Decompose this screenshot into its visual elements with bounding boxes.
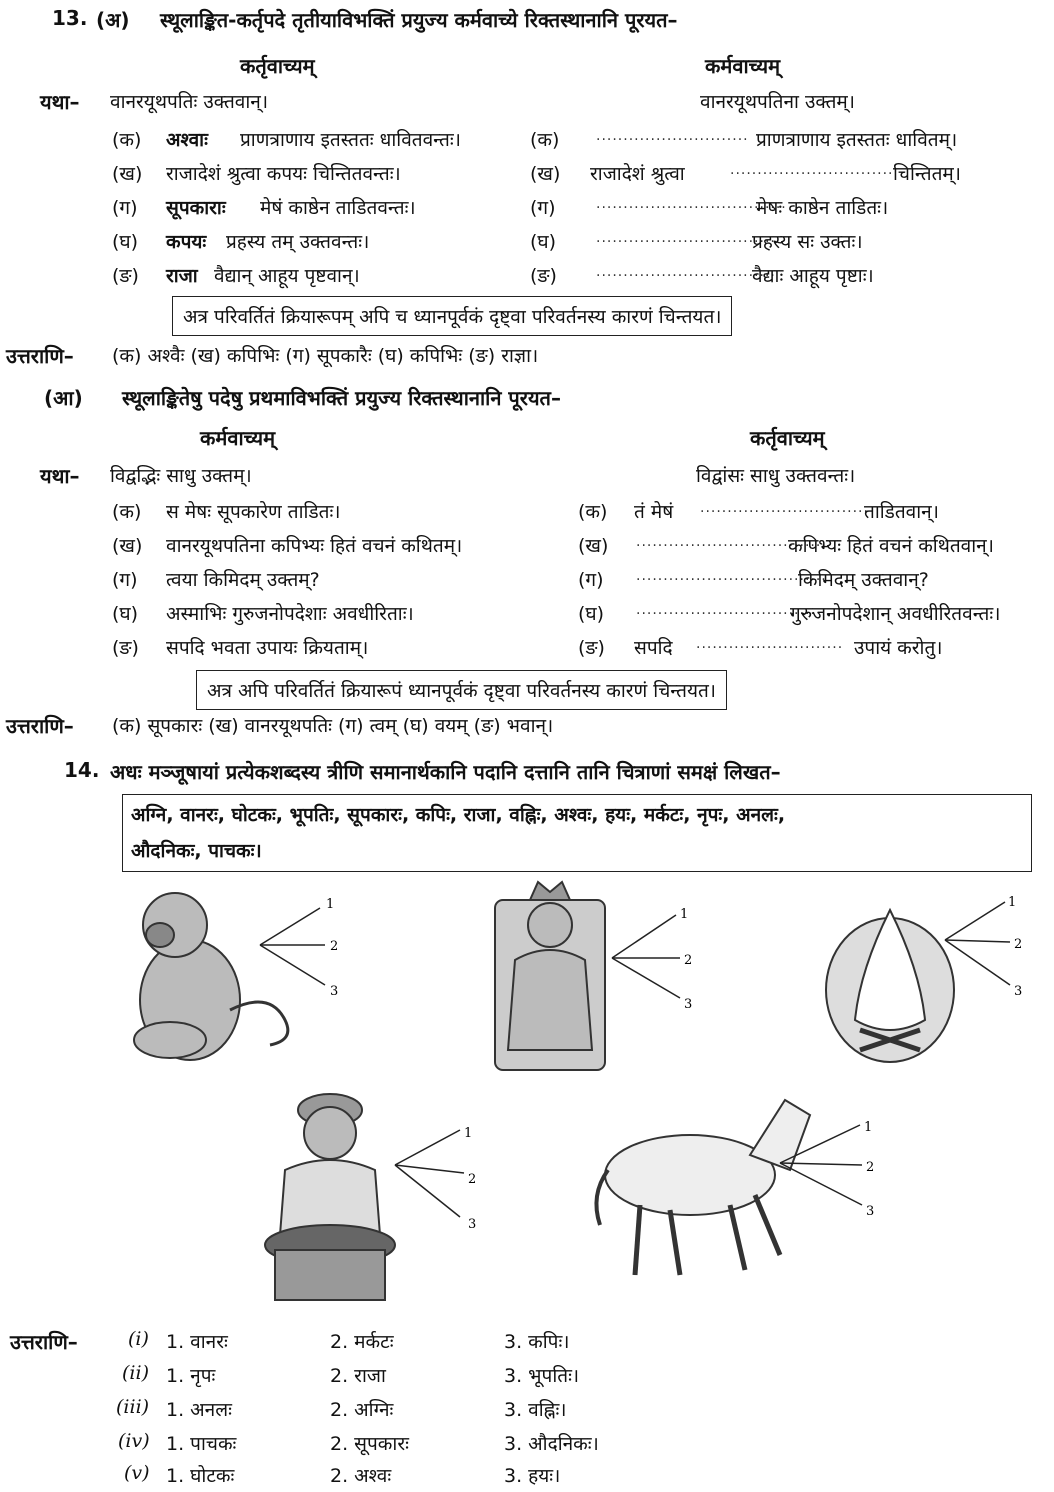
a-row-text-left: प्राणत्राणाय इतस्ततः धावितवन्तः। bbox=[240, 129, 461, 151]
a-row-label-right: (ख) bbox=[530, 163, 561, 185]
pointer-label: 3 bbox=[1014, 984, 1023, 999]
answer-word-2: 2. सूपकारः bbox=[330, 1433, 409, 1455]
blank-dots: ................................... bbox=[596, 196, 787, 212]
aa-answers: (क) सूपकारः (ख) वानरयूथपतिः (ग) त्वम् (घ) वयम् (ङ) भवान्। bbox=[112, 715, 554, 737]
pointer-label: 1 bbox=[1008, 895, 1017, 910]
a-row-label-left: (ग) bbox=[112, 197, 138, 219]
aa-row-label-right: (क) bbox=[578, 501, 608, 523]
pointer-label: 1 bbox=[864, 1120, 873, 1135]
a-row-bold-word: सूपकाराः bbox=[166, 197, 226, 219]
pointer-lines bbox=[395, 1130, 464, 1217]
aa-row-label-right: (घ) bbox=[578, 603, 605, 625]
fire-picture bbox=[820, 880, 1040, 1080]
answer-word-2: 2. मर्कटः bbox=[330, 1331, 394, 1353]
aa-row-text-right: ताडितवान्। bbox=[864, 501, 939, 523]
example-right: वानरयूथपतिना उक्तम्। bbox=[700, 91, 856, 113]
blank-dots: ................................... bbox=[636, 568, 827, 584]
blank-dots: ................................. bbox=[596, 230, 776, 246]
answer-word-1: 1. नृपः bbox=[166, 1365, 216, 1387]
answer-word-3: 3. हयः। bbox=[504, 1465, 561, 1487]
a-row-text-right: प्रहस्य सः उक्तः। bbox=[752, 231, 863, 253]
answer-word-3: 3. भूपतिः। bbox=[504, 1365, 580, 1387]
q13-aa-instruction: स्थूलाङ्कितेषु पदेषु प्रथमाविभक्तिं प्रयुज्य रिक्तस्थानानि पूरयत– bbox=[122, 386, 561, 410]
q13-number: 13. bbox=[52, 6, 88, 30]
answer-word-2: 2. अग्निः bbox=[330, 1399, 394, 1421]
a-row-text-right: मेषः काष्ठेन ताडितः। bbox=[756, 197, 889, 219]
pointer-label: 1 bbox=[464, 1126, 473, 1141]
aa-row-label-right: (ग) bbox=[578, 569, 604, 591]
a-answers-label: उत्तराणि– bbox=[6, 344, 74, 368]
answer-word-2: 2. राजा bbox=[330, 1365, 386, 1387]
aa-example-left: विद्वद्भिः साधु उक्तम्। bbox=[110, 465, 252, 487]
pointer-lines bbox=[260, 908, 325, 985]
aa-row-text-right: उपायं करोतु। bbox=[854, 637, 943, 659]
aa-row-text-left: स मेषः सूपकारेण ताडितः। bbox=[166, 501, 341, 523]
answer-word-1: 1. अनलः bbox=[166, 1399, 232, 1421]
a-row-text-left: वैद्यान् आहूय पृष्टवान्। bbox=[214, 265, 360, 287]
pointer-label: 3 bbox=[468, 1217, 477, 1232]
q13-a-instruction: स्थूलाङ्कित-कर्तृपदे तृतीयाविभक्तिं प्रयुज्य कर्मवाच्ये रिक्तस्थानानि पूरयत– bbox=[160, 8, 678, 32]
aa-row-pre-right: सपदि bbox=[634, 637, 673, 659]
a-answers: (क) अश्वैः (ख) कपिभिः (ग) सूपकारैः (घ) कपिभिः (ङ) राज्ञा। bbox=[112, 345, 539, 367]
a-row-bold-word: कपयः bbox=[166, 231, 207, 253]
answer-word-3: 3. वह्निः। bbox=[504, 1399, 567, 1421]
pointer-label: 3 bbox=[330, 984, 339, 999]
aa-row-label-left: (क) bbox=[112, 501, 142, 523]
monkey-picture bbox=[120, 880, 360, 1080]
word-box-line1: अग्नि, वानरः, घोटकः, भूपतिः, सूपकारः, कपिः, राजा, वह्निः, अश्वः, हयः, मर्कटः, नृपः, अनलः, bbox=[131, 804, 786, 826]
answer-roman: (v) bbox=[124, 1462, 150, 1484]
pointer-label: 1 bbox=[326, 897, 335, 912]
answer-roman: (ii) bbox=[122, 1362, 149, 1384]
aa-row-text-right: कपिभ्यः हितं वचनं कथितवान्। bbox=[788, 535, 994, 557]
aa-row-label-right: (ङ) bbox=[578, 637, 605, 659]
answer-word-1: 1. वानरः bbox=[166, 1331, 228, 1353]
aa-row-label-left: (घ) bbox=[112, 603, 139, 625]
aa-row-text-right: गुरुजनोपदेशान् अवधीरितवन्तः। bbox=[790, 603, 1001, 625]
blank-dots: ................................... bbox=[636, 534, 827, 550]
aa-answers-label: उत्तराणि– bbox=[6, 714, 74, 738]
a-row-label-right: (ङ) bbox=[530, 265, 557, 287]
pointer-label: 3 bbox=[866, 1204, 875, 1219]
col-header-karma: कर्मवाच्यम् bbox=[705, 54, 781, 78]
blank-dots: ............................ bbox=[596, 128, 749, 144]
pointer-lines bbox=[612, 915, 680, 998]
a-row-pre-right: राजादेशं श्रुत्वा bbox=[590, 163, 685, 185]
pointer-label: 3 bbox=[684, 997, 693, 1012]
q13-aa-label: (आ) bbox=[44, 386, 83, 410]
a-row-text-right: प्राणत्राणाय इतस्ततः धावितम्। bbox=[756, 129, 958, 151]
word-box-line2: औदनिकः, पाचकः। bbox=[131, 840, 262, 862]
q14-number: 14. bbox=[64, 758, 100, 782]
blank-dots: ........................... bbox=[696, 636, 844, 652]
a-row-text-right: वैद्याः आहूय पृष्टाः। bbox=[752, 265, 874, 287]
q13-a-label: (अ) bbox=[96, 8, 130, 32]
aa-example-right: विद्वांसः साधु उक्तवन्तः। bbox=[696, 465, 856, 487]
answer-roman: (iii) bbox=[116, 1396, 150, 1418]
aa-row-text-left: वानरयूथपतिना कपिभ्यः हितं वचनं कथितम्। bbox=[166, 535, 463, 557]
word-box bbox=[122, 794, 1032, 872]
a-row-text-left: मेषं काष्ठेन ताडितवन्तः। bbox=[260, 197, 416, 219]
q14-instruction: अधः मञ्जूषायां प्रत्येकशब्दस्य त्रीणि समानार्थकानि पदानि दत्तानि तानि चित्राणां समक्षं लिखत– bbox=[110, 760, 781, 784]
answer-word-1: 1. पाचकः bbox=[166, 1433, 237, 1455]
aa-note-box: अत्र अपि परिवर्तितं क्रियारूपं ध्यानपूर्वकं दृष्ट्वा परिवर्तनस्य कारणं चिन्तयत। bbox=[196, 670, 727, 710]
a-row-label-left: (घ) bbox=[112, 231, 139, 253]
pointer-label: 2 bbox=[866, 1160, 875, 1175]
cook-picture bbox=[250, 1085, 490, 1315]
a-row-label-left: (क) bbox=[112, 129, 142, 151]
aa-row-text-left: अस्माभिः गुरुजनोपदेशाः अवधीरिताः। bbox=[166, 603, 414, 625]
aa-row-text-left: सपदि भवता उपायः क्रियताम्। bbox=[166, 637, 369, 659]
pointer-lines bbox=[945, 902, 1010, 985]
aa-row-label-left: (ख) bbox=[112, 535, 143, 557]
blank-dots: ............................... bbox=[700, 500, 869, 516]
pointer-label: 2 bbox=[684, 953, 693, 968]
pointer-label: 2 bbox=[1014, 937, 1023, 952]
a-row-label-left: (ङ) bbox=[112, 265, 139, 287]
aa-col-header-karma: कर्मवाच्यम् bbox=[200, 426, 276, 450]
blank-dots: ................................. bbox=[636, 602, 816, 618]
king-picture bbox=[480, 880, 710, 1080]
a-row-label-right: (क) bbox=[530, 129, 560, 151]
example-left: वानरयूथपतिः उक्तवान्। bbox=[110, 91, 269, 113]
blank-dots: .............................. bbox=[730, 162, 894, 178]
aa-row-label-left: (ग) bbox=[112, 569, 138, 591]
a-row-label-right: (घ) bbox=[530, 231, 557, 253]
answer-word-1: 1. घोटकः bbox=[166, 1465, 235, 1487]
aa-row-text-right: किमिदम् उक्तवान्? bbox=[798, 569, 929, 591]
answer-word-3: 3. कपिः। bbox=[504, 1331, 570, 1353]
a-row-bold-word: राजा bbox=[166, 265, 198, 287]
pointer-label: 1 bbox=[680, 907, 689, 922]
a-row-label-right: (ग) bbox=[530, 197, 556, 219]
aa-row-pre-right: तं मेषं bbox=[634, 501, 674, 523]
a-row-text-left: राजादेशं श्रुत्वा कपयः चिन्तितवन्तः। bbox=[166, 163, 401, 185]
answer-word-2: 2. अश्वः bbox=[330, 1465, 392, 1487]
a-note-box: अत्र परिवर्तितं क्रियारूपम् अपि च ध्यानपूर्वकं दृष्ट्वा परिवर्तनस्य कारणं चिन्तयत। bbox=[172, 296, 732, 336]
blank-dots: ................................. bbox=[596, 264, 776, 280]
aa-yatha-label: यथा– bbox=[40, 464, 80, 488]
pointer-label: 2 bbox=[330, 939, 339, 954]
answer-roman: (iv) bbox=[118, 1430, 150, 1452]
a-row-label-left: (ख) bbox=[112, 163, 143, 185]
col-header-kartri: कर्तृवाच्यम् bbox=[240, 54, 315, 78]
answer-roman: (i) bbox=[128, 1328, 149, 1350]
aa-col-header-kartri: कर्तृवाच्यम् bbox=[750, 426, 825, 450]
pointer-label: 2 bbox=[468, 1172, 477, 1187]
a-row-text-left: प्रहस्य तम् उक्तवन्तः। bbox=[226, 231, 370, 253]
answer-word-3: 3. औदनिकः। bbox=[504, 1433, 599, 1455]
yatha-label: यथा– bbox=[40, 90, 80, 114]
aa-row-label-right: (ख) bbox=[578, 535, 609, 557]
aa-row-label-left: (ङ) bbox=[112, 637, 139, 659]
aa-row-text-left: त्वया किमिदम् उक्तम्? bbox=[166, 569, 320, 591]
horse-picture bbox=[580, 1075, 900, 1295]
q14-answers-label: उत्तराणि– bbox=[10, 1330, 78, 1354]
a-row-bold-word: अश्वाः bbox=[166, 129, 208, 151]
a-row-text-right: चिन्तितम्। bbox=[893, 163, 961, 185]
